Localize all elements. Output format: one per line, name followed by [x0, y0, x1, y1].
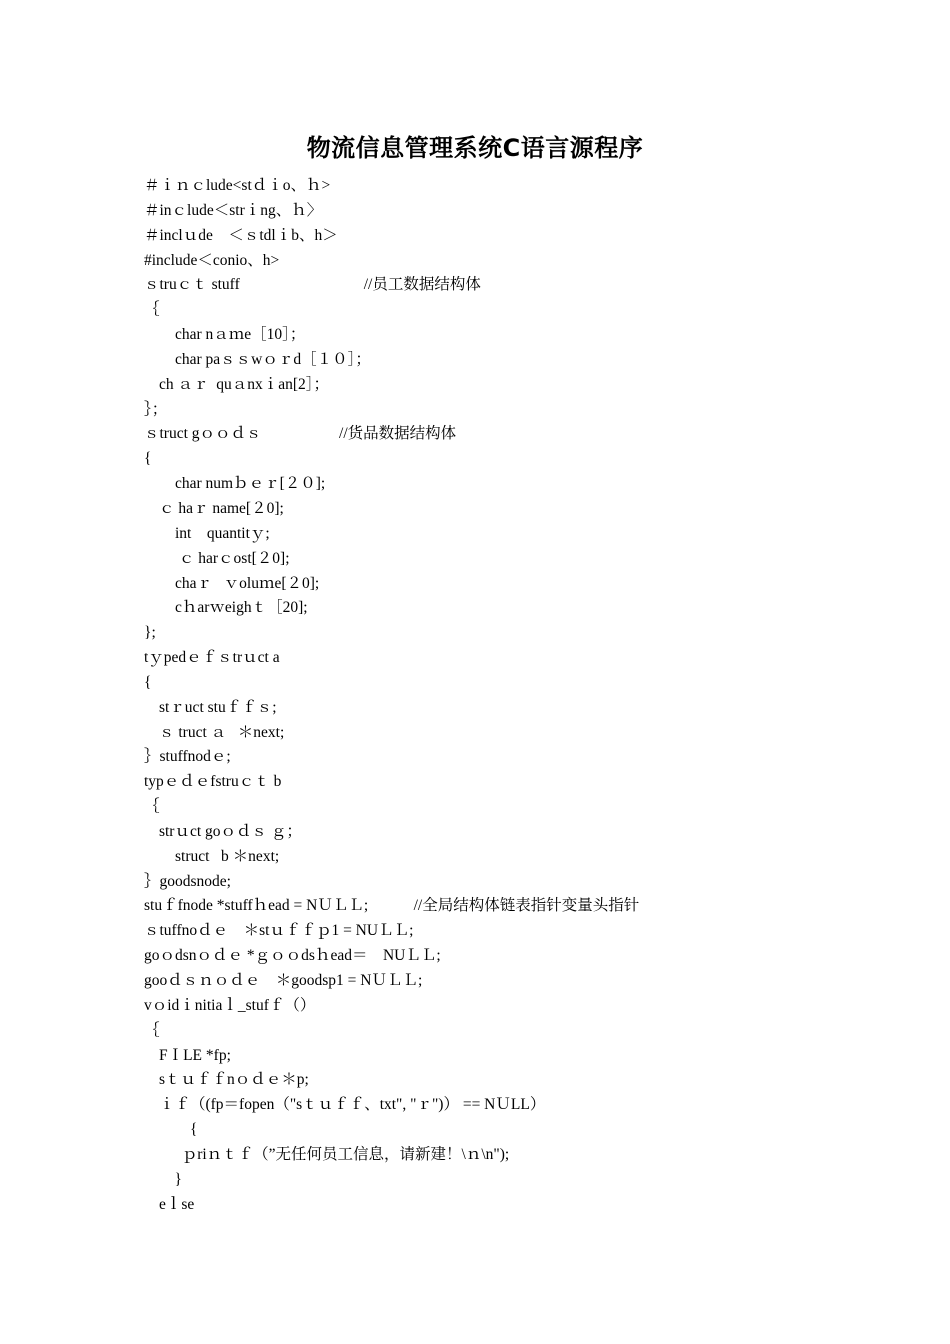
code-line: ﾠsｔｕｆｆnｏｄｅ＊p; [144, 1071, 309, 1089]
code-line: char numｂｅｒ[２０]; [144, 475, 326, 493]
code-line: chaｒ ｖoluｍe[２0]; [144, 574, 320, 592]
code-line: ﾠﾠ ｐriｎｔｆ（”无任何员工信息，请新建！\ｎ\n"); [144, 1145, 510, 1163]
source-code-body [144, 174, 904, 1217]
code-line: cｈarｗeighｔ［20]; [144, 599, 308, 617]
code-line: gooｄｓｎｏｄｅ ＊goodsp1 = NＵＬＬ; [144, 972, 423, 989]
code-line: vｏidｉnitiaｌ_stufｆ（） [144, 996, 316, 1014]
code-line: { [144, 450, 152, 468]
code-line: ﾠｃ haｒ name[２0]; [144, 499, 284, 517]
code-line: ﾠch ａｒ quａnxｉan[2］； [144, 375, 330, 393]
code-line: ﾠ{ [144, 1121, 198, 1139]
code-line: ｛ [144, 1021, 160, 1039]
code-line: #include＜conio、h> [144, 251, 280, 269]
code-line: ﾠ } [144, 1170, 182, 1188]
code-line: ｝goodsnode; [144, 872, 231, 890]
code-line: int quantitｙ; [144, 524, 270, 542]
code-line: tｙpedｅｆｓtrｕct a [144, 649, 280, 667]
code-line: ｛ [144, 798, 160, 816]
code-line: ＃inclｕde ＜ｓtdlｉb、h＞ [144, 226, 338, 244]
code-line: ｛ [144, 301, 160, 319]
code-line: ﾠstrｕct goｏｄｓ ｇ； [144, 822, 302, 840]
code-line: char paｓｓwｏｒd［１０］； [144, 350, 371, 368]
code-line: ﾠｓ truct ａ ＊next; [144, 723, 285, 741]
code-line: goｏdsnｏｄｅ *ｇｏｏdsｈead＝ NUＬＬ; [144, 947, 441, 965]
code-line: ﾠｉｆ（(fp＝fopen（"sｔｕｆｆ、txt", "ｒ")） == NＵLL） [144, 1096, 546, 1114]
code-line: ﾠFＩLE *fp; [144, 1046, 231, 1064]
code-line: stuｆfnode *stuffｈead = NＵＬＬ;ﾠﾠ //全局结构体链表指针变量头指针 [144, 897, 640, 915]
code-line: ＃ｉｎｃlude<stｄｉo、ｈ> [144, 177, 331, 194]
code-line: ﾠstｒuct stuｆｆｓ; [144, 698, 277, 716]
code-line: ｓtruｃｔ stuff //员工数据结构体 [144, 276, 481, 294]
code-line: char nａｍe［10］； [144, 326, 306, 344]
code-line: ﾠeｌse [144, 1195, 195, 1213]
code-line: ｃ harｃost[２0]; [144, 549, 290, 567]
code-line: { [144, 673, 152, 691]
code-line: ｝； [144, 400, 168, 418]
code-line: typｅｄｅfstruｃｔ b [144, 773, 282, 791]
code-line: ｓtruct gｏｏｄｓ //货品数据结构体 [144, 425, 457, 443]
code-line: struct b ＊next; [144, 847, 280, 865]
code-line: ｝stuffnodｅ; [144, 748, 231, 766]
code-line: ＃inｃlude＜strｉng、ｈ〉 [144, 201, 323, 219]
code-line: ｓtuffnoｄｅ ＊stｕｆｆｐ1 = NUＬＬ; [144, 922, 414, 940]
page-title: 物流信息管理系统C语言源程序 [306, 134, 644, 162]
code-line: }; [144, 624, 156, 642]
